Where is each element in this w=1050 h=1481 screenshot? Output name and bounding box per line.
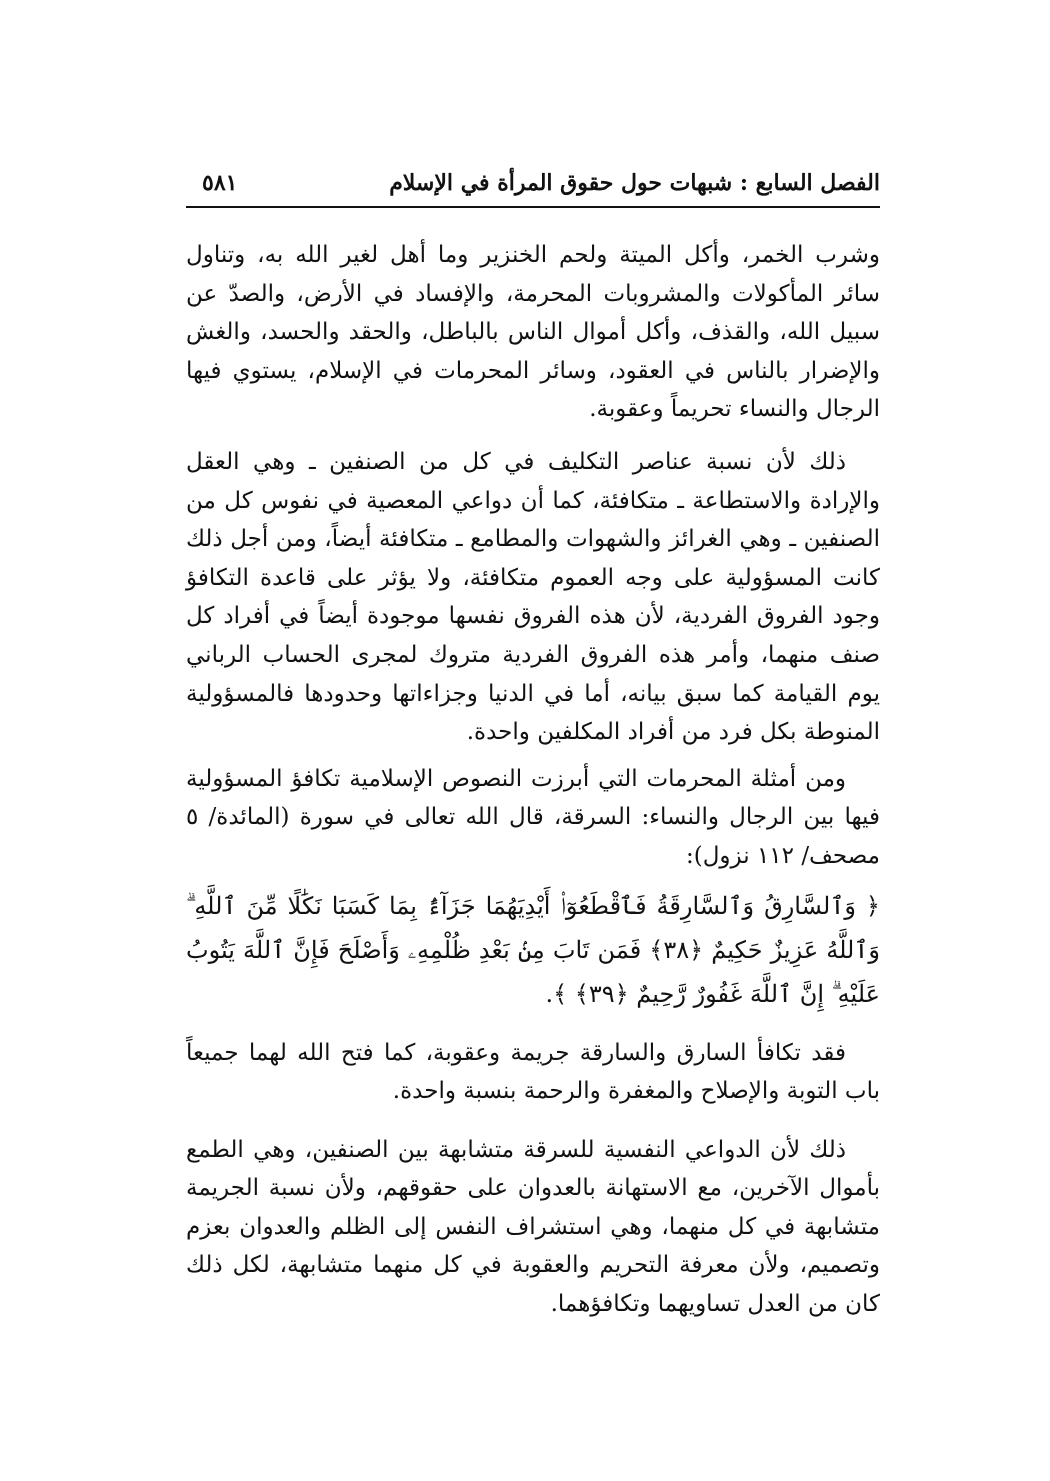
running-header xyxy=(186,166,880,204)
page-number: ٥٨١ xyxy=(202,170,238,196)
header-divider xyxy=(186,206,880,208)
paragraph-5: ذلك لأن الدواعي النفسية للسرقة متشابهة بين الصنفين، وهي الطمع بأموال الآخرين، مع الاستهانة بالعدوان على حقوقهم، ولأن نسبة الجريمة متشابهة في كل منهما، وهي استشراف النفس إلى الظلم والعدوان بعزم وتصميم، ولأن معرفة التحريم والعقوبة في كل منهما متشابهة، لكل ذلك كان من العدل تساويهما وتكافؤهما. xyxy=(186,1136,880,1318)
paragraph-1: وشرب الخمر، وأكل الميتة ولحم الخنزير وما أهل لغير الله به، وتناول سائر المأكولات والمشروبات المحرمة، والإفساد في الأرض، والصدّ عن سبيل الله، والقذف، وأكل أموال الناس بالباطل، والحقد والحسد، والغش والإضرار بالناس في العقود، وسائر المحرمات في الإسلام، يستوي فيها الرجال والنساء تحريماً وعقوبة. xyxy=(186,242,880,423)
chapter-title: الفصل السابع : شبهات حول حقوق المرأة في الإسلام xyxy=(389,170,880,196)
paragraph-4: فقد تكافأ السارق والسارقة جريمة وعقوبة، كما فتح الله لهما جميعاً باب التوبة والإصلاح والمغفرة والرحمة بنسبة واحدة. xyxy=(186,1039,880,1105)
page-body xyxy=(186,236,880,1324)
paragraph-3: ومن أمثلة المحرمات التي أبرزت النصوص الإسلامية تكافؤ المسؤولية فيها بين الرجال والنساء: السرقة، قال الله تعالى في سورة (المائدة/ ٥ مصحف/ ١١٢ نزول): xyxy=(186,765,880,869)
paragraph-2: ذلك لأن نسبة عناصر التكليف في كل من الصنفين ـ وهي العقل والإرادة والاستطاعة ـ متكافئة، كما أن دواعي المعصية في نفوس كل من الصنفين ـ وهي الغرائز والشهوات والمطامع ـ متكافئة أيضاً، ومن أجل ذلك كانت المسؤولية على وجه العموم متكافئة، ولا يؤثر على قاعدة التكافؤ وجود الفروق الفردية، لأن هذه الفروق نفسها موجودة أيضاً في أفراد كل صنف منهما، وأمر هذه الفروق الفردية متروك لمجرى الحساب الرباني يوم القيامة كما سبق بيانه، أما في الدنيا وجزاءاتها وحدودها فالمسؤولية المنوطة بكل فرد من أفراد المكلفين واحدة. xyxy=(186,448,880,746)
quran-verse: ﴿ وَٱلسَّارِقُ وَٱلسَّارِقَةُ فَٱقْطَعُوٓا۟ أَيْدِيَهُمَا جَزَآءًۢ بِمَا كَسَبَا نَكَٰلًا مِّنَ ٱللَّهِ ۗ وَٱللَّهُ عَزِيزٌ حَكِيمٌ ﴿٣٨﴾ فَمَن تَابَ مِنۢ بَعْدِ ظُلْمِهِۦ وَأَصْلَحَ فَإِنَّ ٱللَّهَ يَتُوبُ عَلَيْهِ ۗ إِنَّ ٱللَّهَ غَفُورٌ رَّحِيمٌ ﴿٣٩﴾ ﴾. xyxy=(186,891,880,1008)
